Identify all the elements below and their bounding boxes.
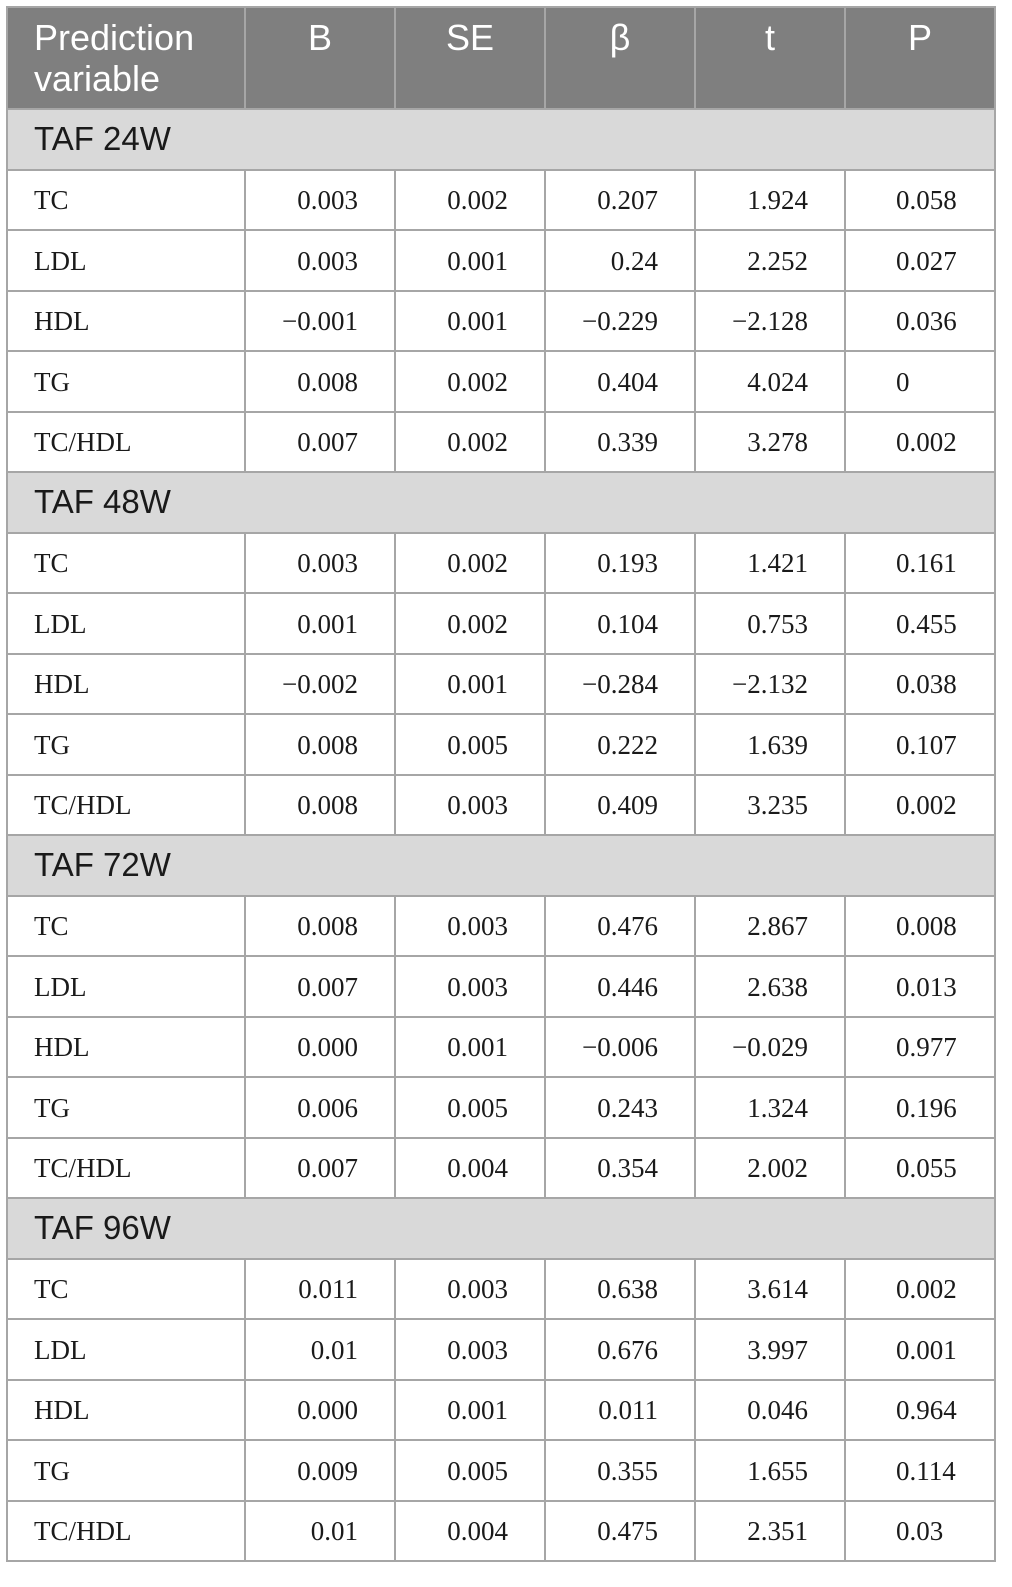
cell-beta: 0.243 bbox=[545, 1077, 695, 1138]
cell-b: 0.008 bbox=[245, 896, 395, 957]
cell-t: 1.639 bbox=[695, 714, 845, 775]
cell-p: 0.027 bbox=[845, 230, 995, 291]
cell-p: 0.002 bbox=[845, 412, 995, 473]
cell-variable: TC/HDL bbox=[7, 775, 245, 836]
cell-t: 1.924 bbox=[695, 170, 845, 231]
cell-b: 0.006 bbox=[245, 1077, 395, 1138]
cell-beta: −0.006 bbox=[545, 1017, 695, 1078]
cell-variable: TG bbox=[7, 351, 245, 412]
cell-se: 0.004 bbox=[395, 1138, 545, 1199]
table-row bbox=[7, 714, 995, 775]
cell-b: 0.011 bbox=[245, 1259, 395, 1320]
cell-t: 1.421 bbox=[695, 533, 845, 594]
cell-p: 0.036 bbox=[845, 291, 995, 352]
cell-p: 0.058 bbox=[845, 170, 995, 231]
header-se: SE bbox=[395, 7, 545, 109]
cell-beta: 0.409 bbox=[545, 775, 695, 836]
cell-se: 0.005 bbox=[395, 1077, 545, 1138]
header-row bbox=[7, 7, 995, 109]
table-row bbox=[7, 1017, 995, 1078]
cell-beta: 0.354 bbox=[545, 1138, 695, 1199]
cell-se: 0.003 bbox=[395, 1319, 545, 1380]
cell-variable: TG bbox=[7, 1440, 245, 1501]
table-row bbox=[7, 1501, 995, 1562]
cell-b: 0.007 bbox=[245, 1138, 395, 1199]
cell-t: 4.024 bbox=[695, 351, 845, 412]
cell-b: 0.008 bbox=[245, 775, 395, 836]
cell-se: 0.003 bbox=[395, 956, 545, 1017]
cell-t: 1.655 bbox=[695, 1440, 845, 1501]
cell-variable: LDL bbox=[7, 230, 245, 291]
cell-beta: 0.222 bbox=[545, 714, 695, 775]
cell-t: 3.235 bbox=[695, 775, 845, 836]
regression-table bbox=[6, 6, 996, 1562]
cell-se: 0.001 bbox=[395, 291, 545, 352]
cell-p: 0.038 bbox=[845, 654, 995, 715]
cell-beta: 0.24 bbox=[545, 230, 695, 291]
table-row bbox=[7, 593, 995, 654]
cell-p: 0.977 bbox=[845, 1017, 995, 1078]
group-header-row bbox=[7, 472, 995, 533]
cell-b: 0.008 bbox=[245, 714, 395, 775]
table-row bbox=[7, 230, 995, 291]
table-row bbox=[7, 1077, 995, 1138]
cell-beta: 0.339 bbox=[545, 412, 695, 473]
group-label: TAF 96W bbox=[7, 1198, 995, 1259]
cell-t: 2.002 bbox=[695, 1138, 845, 1199]
cell-variable: HDL bbox=[7, 1380, 245, 1441]
cell-se: 0.001 bbox=[395, 1017, 545, 1078]
cell-b: 0.001 bbox=[245, 593, 395, 654]
cell-t: 3.997 bbox=[695, 1319, 845, 1380]
cell-se: 0.002 bbox=[395, 351, 545, 412]
cell-se: 0.004 bbox=[395, 1501, 545, 1562]
cell-variable: LDL bbox=[7, 956, 245, 1017]
table-row bbox=[7, 412, 995, 473]
cell-p: 0.055 bbox=[845, 1138, 995, 1199]
group-header-row bbox=[7, 1198, 995, 1259]
cell-b: 0.007 bbox=[245, 956, 395, 1017]
table-row bbox=[7, 291, 995, 352]
cell-t: 1.324 bbox=[695, 1077, 845, 1138]
cell-p: 0.002 bbox=[845, 1259, 995, 1320]
cell-t: 2.252 bbox=[695, 230, 845, 291]
table-row bbox=[7, 170, 995, 231]
cell-variable: TC/HDL bbox=[7, 1501, 245, 1562]
cell-beta: 0.104 bbox=[545, 593, 695, 654]
cell-se: 0.005 bbox=[395, 1440, 545, 1501]
cell-variable: HDL bbox=[7, 291, 245, 352]
cell-b: 0.003 bbox=[245, 170, 395, 231]
table-row bbox=[7, 1259, 995, 1320]
cell-p: 0.107 bbox=[845, 714, 995, 775]
group-header-row bbox=[7, 109, 995, 170]
cell-t: 0.753 bbox=[695, 593, 845, 654]
cell-b: 0.000 bbox=[245, 1380, 395, 1441]
regression-table-container bbox=[6, 6, 994, 1562]
cell-beta: 0.404 bbox=[545, 351, 695, 412]
cell-p: 0.161 bbox=[845, 533, 995, 594]
cell-beta: −0.229 bbox=[545, 291, 695, 352]
cell-variable: TG bbox=[7, 714, 245, 775]
cell-p: 0.964 bbox=[845, 1380, 995, 1441]
table-header bbox=[7, 7, 995, 109]
cell-beta: 0.355 bbox=[545, 1440, 695, 1501]
cell-p: 0.196 bbox=[845, 1077, 995, 1138]
cell-variable: LDL bbox=[7, 593, 245, 654]
cell-se: 0.001 bbox=[395, 654, 545, 715]
cell-p: 0.008 bbox=[845, 896, 995, 957]
cell-se: 0.003 bbox=[395, 775, 545, 836]
cell-beta: 0.011 bbox=[545, 1380, 695, 1441]
table-row bbox=[7, 533, 995, 594]
table-row bbox=[7, 896, 995, 957]
cell-t: 2.867 bbox=[695, 896, 845, 957]
cell-p: 0.001 bbox=[845, 1319, 995, 1380]
cell-variable: LDL bbox=[7, 1319, 245, 1380]
header-beta: β bbox=[545, 7, 695, 109]
cell-t: 3.614 bbox=[695, 1259, 845, 1320]
cell-se: 0.005 bbox=[395, 714, 545, 775]
group-label: TAF 24W bbox=[7, 109, 995, 170]
cell-beta: −0.284 bbox=[545, 654, 695, 715]
table-row bbox=[7, 1380, 995, 1441]
cell-se: 0.003 bbox=[395, 896, 545, 957]
group-label: TAF 72W bbox=[7, 835, 995, 896]
table-row bbox=[7, 1319, 995, 1380]
cell-variable: HDL bbox=[7, 1017, 245, 1078]
header-p: P bbox=[845, 7, 995, 109]
cell-p: 0.114 bbox=[845, 1440, 995, 1501]
cell-t: 0.046 bbox=[695, 1380, 845, 1441]
cell-p: 0.002 bbox=[845, 775, 995, 836]
header-b: B bbox=[245, 7, 395, 109]
cell-se: 0.002 bbox=[395, 533, 545, 594]
cell-b: 0.000 bbox=[245, 1017, 395, 1078]
cell-beta: 0.676 bbox=[545, 1319, 695, 1380]
cell-se: 0.001 bbox=[395, 1380, 545, 1441]
cell-se: 0.002 bbox=[395, 170, 545, 231]
cell-se: 0.002 bbox=[395, 412, 545, 473]
group-header-row bbox=[7, 835, 995, 896]
cell-b: 0.008 bbox=[245, 351, 395, 412]
table-row bbox=[7, 654, 995, 715]
cell-t: −2.132 bbox=[695, 654, 845, 715]
cell-beta: 0.446 bbox=[545, 956, 695, 1017]
cell-variable: HDL bbox=[7, 654, 245, 715]
cell-beta: 0.638 bbox=[545, 1259, 695, 1320]
cell-b: 0.009 bbox=[245, 1440, 395, 1501]
cell-t: 2.351 bbox=[695, 1501, 845, 1562]
cell-t: 2.638 bbox=[695, 956, 845, 1017]
cell-b: −0.001 bbox=[245, 291, 395, 352]
cell-variable: TC bbox=[7, 1259, 245, 1320]
cell-variable: TC bbox=[7, 533, 245, 594]
cell-b: 0.01 bbox=[245, 1501, 395, 1562]
cell-b: −0.002 bbox=[245, 654, 395, 715]
group-label: TAF 48W bbox=[7, 472, 995, 533]
cell-se: 0.001 bbox=[395, 230, 545, 291]
cell-p: 0.455 bbox=[845, 593, 995, 654]
cell-b: 0.003 bbox=[245, 533, 395, 594]
cell-beta: 0.475 bbox=[545, 1501, 695, 1562]
cell-variable: TG bbox=[7, 1077, 245, 1138]
cell-variable: TC bbox=[7, 170, 245, 231]
cell-b: 0.003 bbox=[245, 230, 395, 291]
cell-t: −2.128 bbox=[695, 291, 845, 352]
table-body bbox=[7, 109, 995, 1561]
cell-variable: TC bbox=[7, 896, 245, 957]
cell-t: 3.278 bbox=[695, 412, 845, 473]
cell-p: 0 bbox=[845, 351, 995, 412]
table-row bbox=[7, 351, 995, 412]
cell-variable: TC/HDL bbox=[7, 412, 245, 473]
header-t: t bbox=[695, 7, 845, 109]
cell-p: 0.03 bbox=[845, 1501, 995, 1562]
cell-t: −0.029 bbox=[695, 1017, 845, 1078]
cell-beta: 0.476 bbox=[545, 896, 695, 957]
cell-se: 0.002 bbox=[395, 593, 545, 654]
table-row bbox=[7, 1440, 995, 1501]
cell-p: 0.013 bbox=[845, 956, 995, 1017]
cell-b: 0.007 bbox=[245, 412, 395, 473]
table-row bbox=[7, 1138, 995, 1199]
cell-beta: 0.193 bbox=[545, 533, 695, 594]
table-row bbox=[7, 956, 995, 1017]
header-prediction-variable: Prediction variable bbox=[7, 7, 245, 109]
cell-se: 0.003 bbox=[395, 1259, 545, 1320]
cell-b: 0.01 bbox=[245, 1319, 395, 1380]
cell-beta: 0.207 bbox=[545, 170, 695, 231]
table-row bbox=[7, 775, 995, 836]
cell-variable: TC/HDL bbox=[7, 1138, 245, 1199]
